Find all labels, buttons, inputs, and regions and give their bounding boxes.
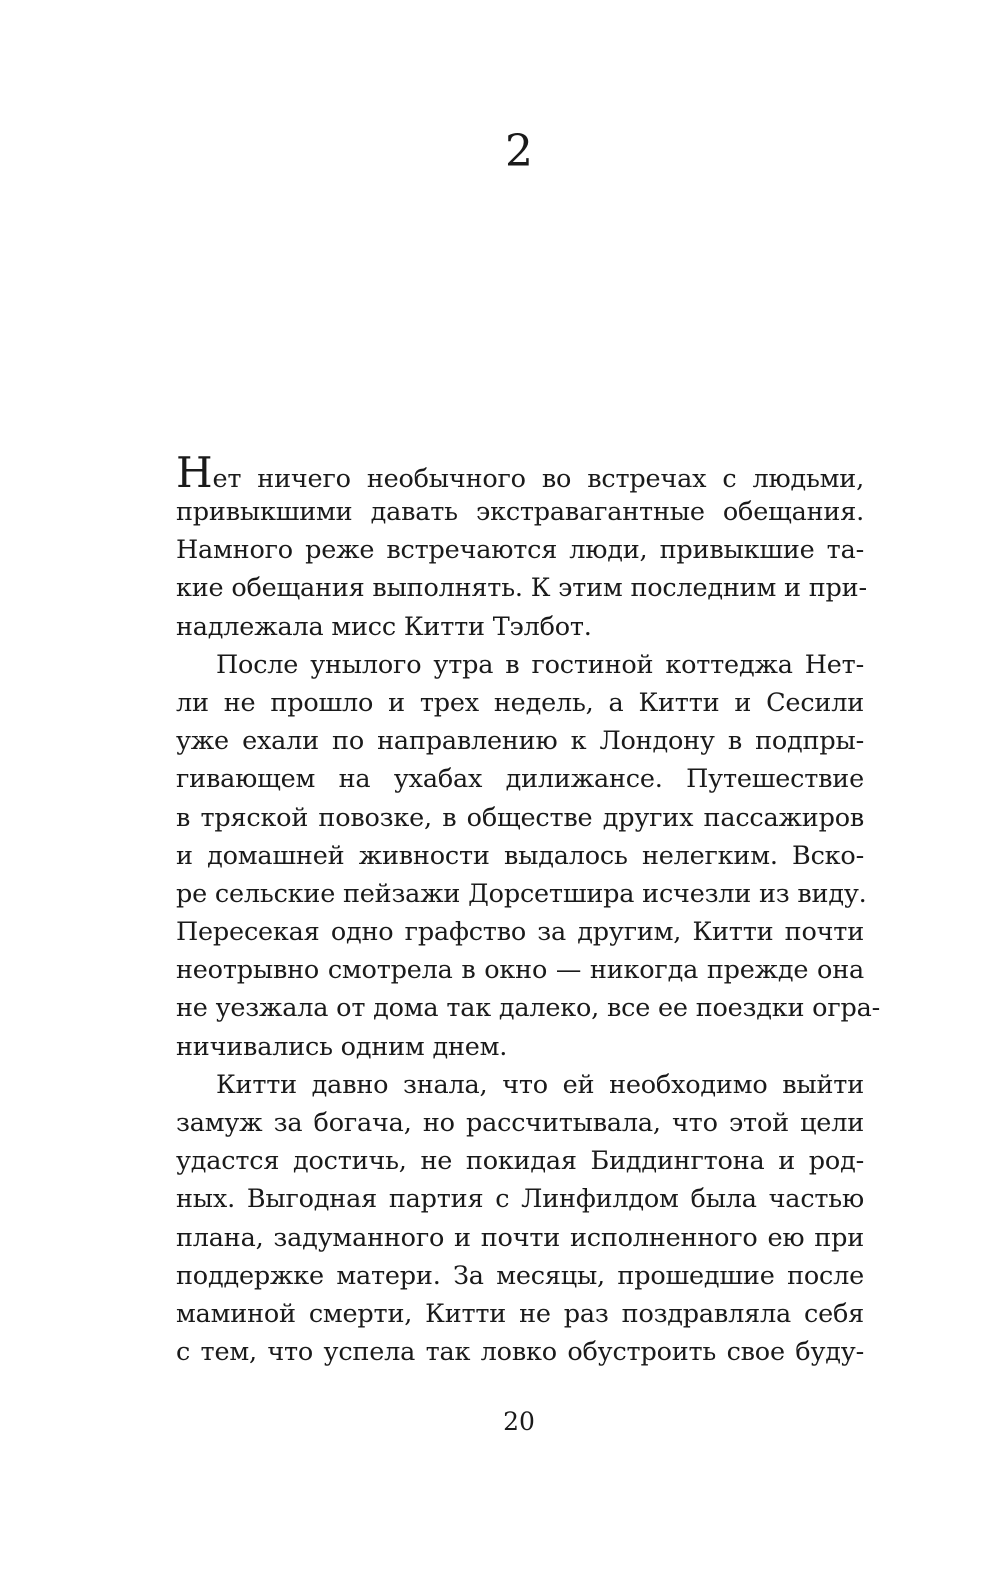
text-line: ничивались одним днем. — [176, 1031, 508, 1062]
text-line: с тем, что успела так ловко обустроить свое буду- — [176, 1337, 864, 1368]
text-line: Намного реже встречаются люди, привыкшие та- — [176, 535, 864, 566]
text-line: плана, задуманного и почти исполненного ею при — [176, 1222, 864, 1253]
text-line: уже ехали по направлению к Лондону в подпры- — [176, 726, 864, 757]
text-line: в тряской повозке, в обществе других пассажиров — [176, 802, 864, 833]
text-line: Китти давно знала, что ей необходимо выйти — [216, 1069, 864, 1100]
body-text — [176, 448, 881, 1371]
text-line: не уезжала от дома так далеко, все ее поездки огра- — [176, 993, 881, 1024]
text-line: Нет ничего необычного во встречах с людьми, — [176, 448, 864, 497]
text-line: надлежала мисс Китти Тэлбот. — [176, 611, 592, 642]
text-line: маминой смерти, Китти не раз поздравляла себя — [176, 1298, 864, 1329]
chapter-number: 2 — [505, 126, 533, 177]
drop-cap: Н — [176, 448, 213, 497]
paragraph-3 — [176, 1066, 864, 1372]
text-line: и домашней живности выдалось нелегким. Вско- — [176, 840, 864, 871]
text-line: кие обещания выполнять. К этим последним и при- — [176, 573, 867, 604]
text-line: привыкшими давать экстравагантные обещания. — [176, 497, 864, 527]
text-line: гивающем на ухабах дилижансе. Путешествие — [176, 764, 864, 795]
text-line: Пересекая одно графство за другим, Китти почти — [176, 917, 864, 948]
page-number: 20 — [503, 1407, 535, 1436]
text-line: замуж за богача, но рассчитывала, что этой цели — [176, 1108, 864, 1138]
text-line: ре сельские пейзажи Дорсетшира исчезли из виду. — [176, 878, 867, 909]
text-line: неотрывно смотрела в окно — никогда прежде она — [176, 955, 864, 986]
text-line: ных. Выгодная партия с Линфилдом была частью — [176, 1184, 864, 1215]
text-line: поддержке матери. За месяцы, прошедшие после — [176, 1260, 864, 1291]
paragraph-1 — [176, 448, 867, 646]
paragraph-2 — [176, 646, 881, 1066]
text-line: ли не прошло и трех недель, а Китти и Сесили — [176, 687, 864, 718]
text-line: удастся достичь, не покидая Биддингтона и род- — [176, 1146, 864, 1177]
text-line: После унылого утра в гостиной коттеджа Нет- — [216, 649, 864, 680]
